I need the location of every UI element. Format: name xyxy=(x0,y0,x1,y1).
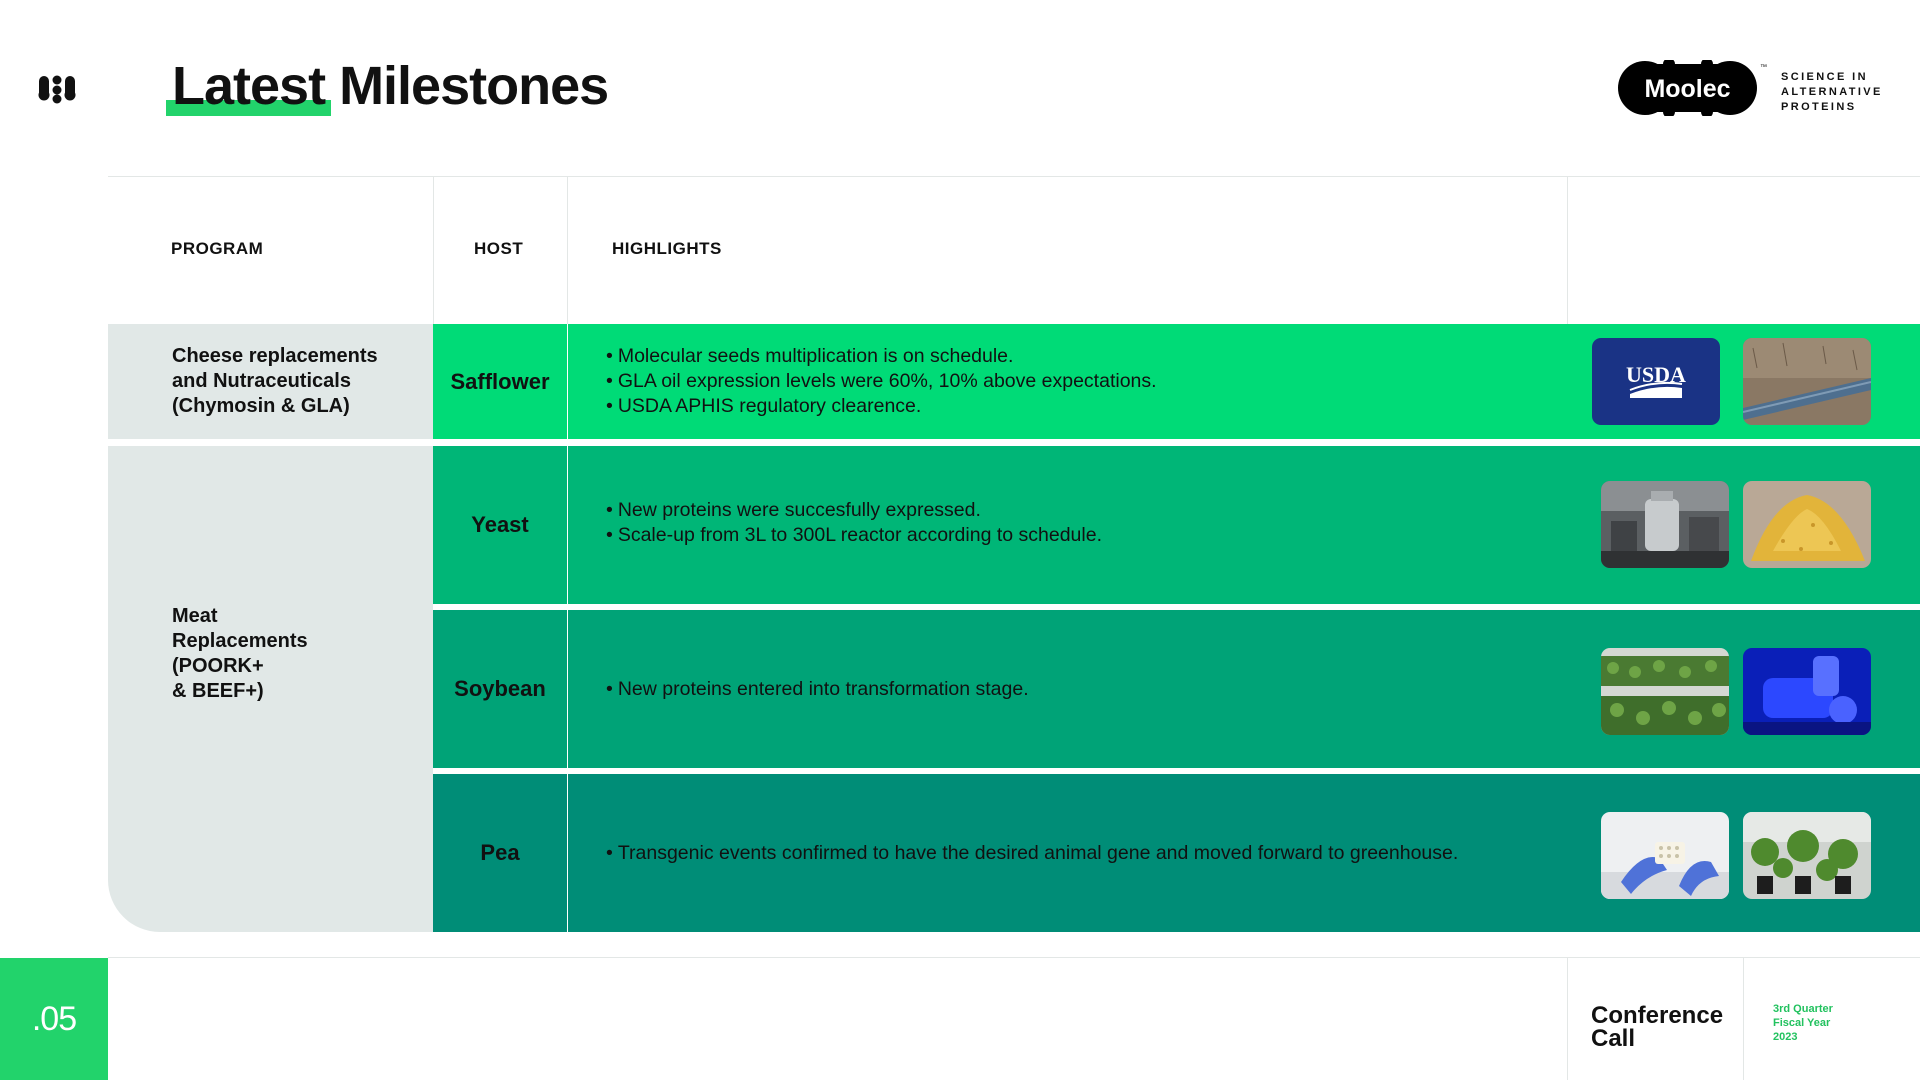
host-label: Pea xyxy=(480,840,520,865)
column-header-host: HOST xyxy=(474,239,524,258)
host-cell xyxy=(433,774,567,932)
event-label: Conference Call xyxy=(1591,1002,1724,1052)
footer-divider xyxy=(1743,957,1744,1080)
soybean-seedlings-photo xyxy=(1601,648,1729,735)
highlights-list xyxy=(606,344,1157,419)
brand-name: Moolec xyxy=(1644,75,1731,103)
moolec-mark-icon xyxy=(38,74,76,104)
host-label: Safflower xyxy=(450,368,550,394)
highlights-list xyxy=(606,677,1029,702)
highlights-list xyxy=(606,841,1458,866)
highlight-item: • USDA APHIS regulatory clearence. xyxy=(606,394,1157,419)
host-label: Yeast xyxy=(471,512,529,537)
host-cell xyxy=(433,446,567,604)
bioreactor-lab-photo xyxy=(1601,481,1729,568)
highlight-item: • Molecular seeds multiplication is on schedule. xyxy=(606,344,1157,369)
moolec-logo xyxy=(1617,60,1758,116)
program-cell-meat xyxy=(108,446,433,932)
highlight-item: • New proteins were succesfully expressed. xyxy=(606,498,1102,523)
pea-greenhouse-plants-photo xyxy=(1743,812,1871,899)
highlight-item: • Scale-up from 3L to 300L reactor according to schedule. xyxy=(606,523,1102,548)
highlight-item: • GLA oil expression levels were 60%, 10% above expectations. xyxy=(606,369,1157,394)
highlight-item: • Transgenic events confirmed to have the desired animal gene and moved forward to greenhouse. xyxy=(606,841,1458,866)
column-divider xyxy=(433,176,434,324)
usda-logo xyxy=(1592,338,1720,425)
title-rest: Milestones xyxy=(339,56,609,116)
host-cell xyxy=(433,610,567,768)
table-top-line xyxy=(108,176,1920,177)
brand-tagline: SCIENCE IN ALTERNATIVE PROTEINS xyxy=(1781,71,1883,113)
program-label-cheese: Cheese replacements and Nutraceuticals (Chymosin & GLA) xyxy=(172,345,378,417)
title-highlight: Latest xyxy=(172,56,326,116)
microscope-lab-photo xyxy=(1743,648,1871,735)
yeast-protein-powder-photo xyxy=(1743,481,1871,568)
highlights-list xyxy=(606,498,1102,548)
safflower-field-photo xyxy=(1743,338,1871,425)
svg-text:USDA: USDA xyxy=(1626,362,1686,387)
host-cell xyxy=(433,324,567,439)
host-label: Soybean xyxy=(454,676,546,701)
column-divider xyxy=(1567,176,1568,324)
brand-trademark: ™ xyxy=(1760,64,1767,71)
table-bottom-line xyxy=(108,957,1920,958)
page-title xyxy=(172,56,608,116)
program-cell-cheese xyxy=(108,324,433,439)
column-header-highlights: HIGHLIGHTS xyxy=(612,239,722,258)
column-divider xyxy=(567,176,568,324)
fiscal-period: 3rd Quarter Fiscal Year 2023 xyxy=(1773,1003,1833,1043)
page-number: .05 xyxy=(0,958,108,1080)
highlight-item: • New proteins entered into transformation stage. xyxy=(606,677,1029,702)
program-label-meat: Meat Replacements (POORK+ & BEEF+) xyxy=(172,605,308,702)
footer-divider xyxy=(1567,957,1568,1080)
lab-gloves-samples-photo xyxy=(1601,812,1729,899)
column-header-program: PROGRAM xyxy=(171,239,264,258)
